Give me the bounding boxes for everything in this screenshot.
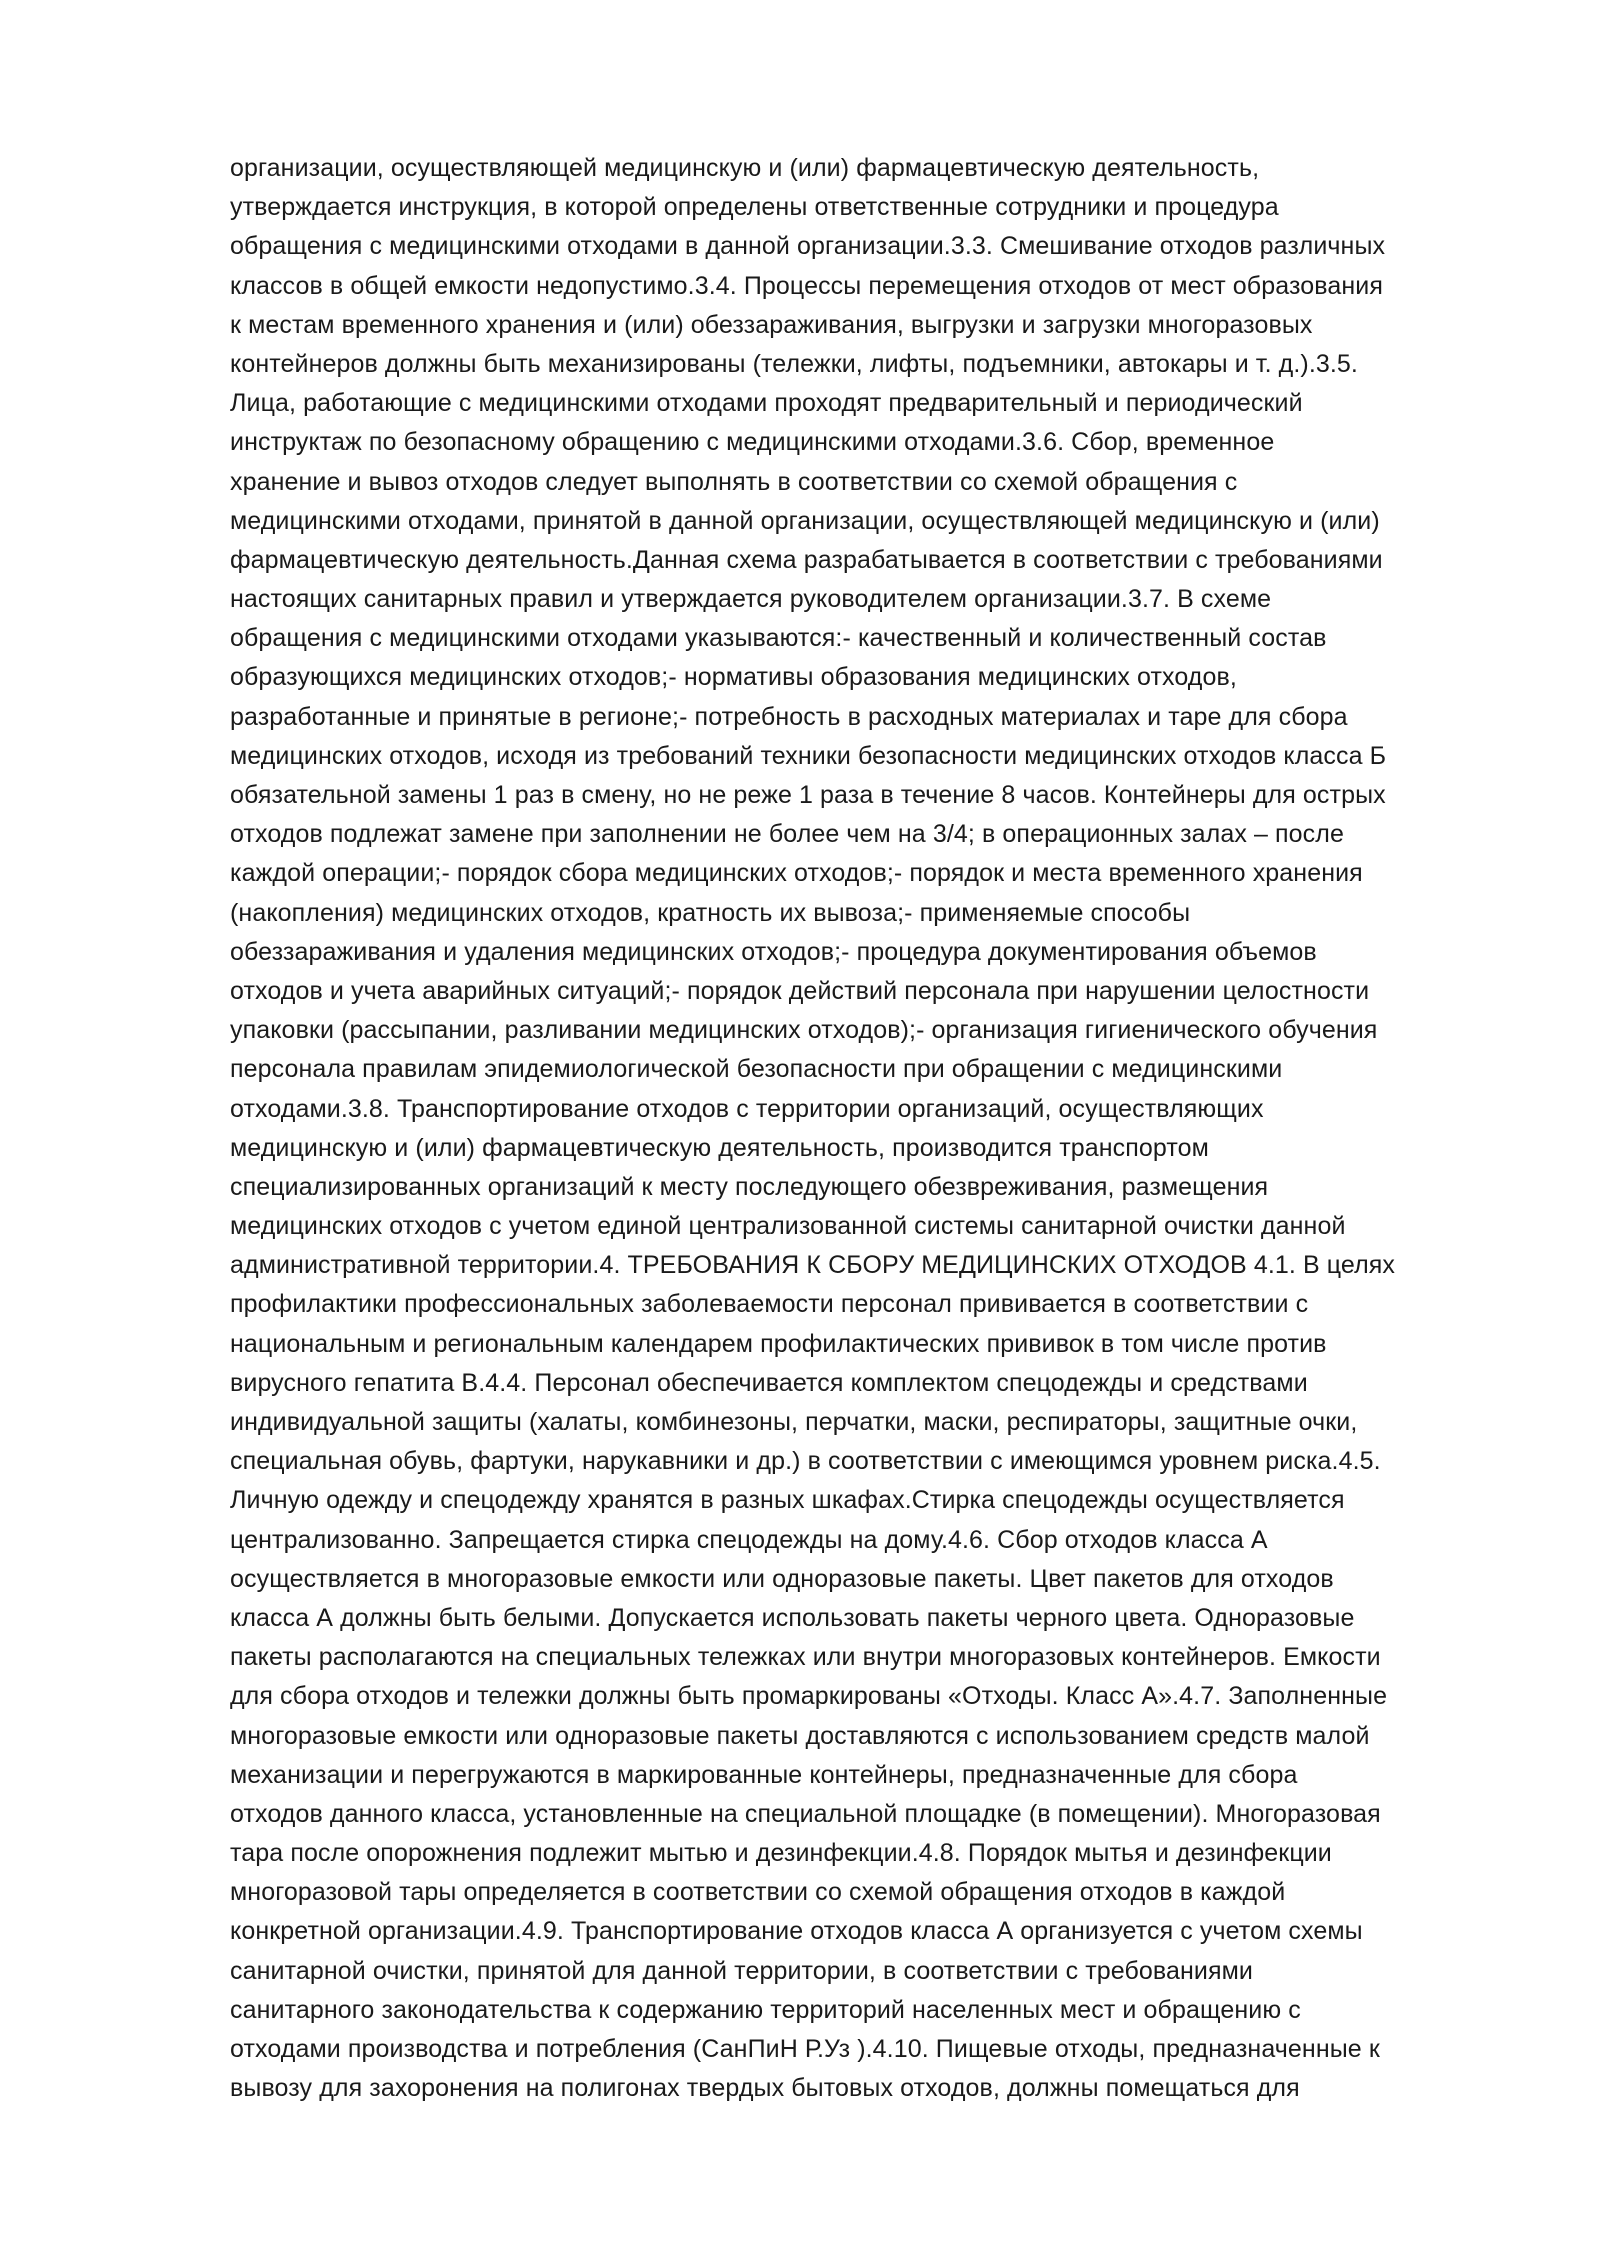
- text-line: (накопления) медицинских отходов, кратность их вывоза;- применяемые способы: [230, 898, 1191, 927]
- text-line: профилактики профессиональных заболеваемости персонал прививается в соответствии с: [230, 1290, 1309, 1319]
- text-line: медицинскими отходами, принятой в данной организации, осуществляющей медицинскую и (или): [230, 506, 1380, 535]
- text-line: каждой операции;- порядок сбора медицинских отходов;- порядок и места временного хранения: [230, 859, 1363, 888]
- text-line: Личную одежду и спецодежду хранятся в разных шкафах.Стирка спецодежды осуществляется: [230, 1486, 1345, 1515]
- text-line: индивидуальной защиты (халаты, комбинезоны, перчатки, маски, респираторы, защитные очки,: [230, 1408, 1358, 1436]
- text-line: разработанные и принятые в регионе;- потребность в расходных материалах и таре для сбора: [230, 702, 1348, 731]
- text-line: отходов данного класса, установленные на специальной площадке (в помещении). Многоразовая: [230, 1799, 1381, 1828]
- text-line: Лица, работающие с медицинскими отходами проходят предварительный и периодический: [230, 389, 1303, 418]
- text-line: централизованно. Запрещается стирка спецодежды на дому.4.6. Сбор отходов класса А: [230, 1525, 1268, 1554]
- text-line: вывозу для захоронения на полигонах твердых бытовых отходов, должны помещаться для: [230, 2074, 1300, 2103]
- text-line: обязательной замены 1 раз в смену, но не реже 1 раза в течение 8 часов. Контейнеры для острых: [230, 781, 1386, 809]
- text-line: настоящих санитарных правил и утверждается руководителем организации.3.7. В схеме: [230, 585, 1272, 614]
- text-line: классов в общей емкости недопустимо.3.4. Процессы перемещения отходов от мест образования: [230, 271, 1383, 300]
- text-line: организации, осуществляющей медицинскую и (или) фармацевтическую деятельность,: [230, 154, 1260, 182]
- text-line: отходов подлежат замене при заполнении не более чем на 3/4; в операционных залах – после: [230, 820, 1344, 849]
- text-line: хранение и вывоз отходов следует выполнять в соответствии со схемой обращения с: [230, 467, 1238, 496]
- text-line: медицинских отходов, исходя из требований техники безопасности медицинских отходов класса Б: [230, 741, 1387, 770]
- text-line: специальная обувь, фартуки, нарукавники и др.) в соответствии с имеющимся уровнем риска.4.5.: [230, 1447, 1381, 1476]
- text-line: инструктаж по безопасному обращению с медицинскими отходами.3.6. Сбор, временное: [230, 428, 1275, 457]
- body-text: [230, 149, 1570, 2108]
- text-line: упаковки (рассыпании, разливании медицинских отходов);- организация гигиенического обучения: [230, 1016, 1378, 1045]
- text-line: специализированных организаций к месту последующего обезвреживания, размещения: [230, 1172, 1269, 1201]
- text-line: тара после опорожнения подлежит мытью и дезинфекции.4.8. Порядок мытья и дезинфекции: [230, 1839, 1332, 1868]
- text-line: класса А должны быть белыми. Допускается использовать пакеты черного цвета. Одноразовые: [230, 1603, 1355, 1632]
- text-line: отходов и учета аварийных ситуаций;- порядок действий персонала при нарушении целостности: [230, 976, 1370, 1005]
- text-line: административной территории.4. ТРЕБОВАНИЯ К СБОРУ МЕДИЦИНСКИХ ОТХОДОВ 4.1. В целях: [230, 1251, 1396, 1280]
- text-line: санитарного законодательства к содержанию территорий населенных мест и обращению с: [230, 1995, 1301, 2024]
- text-line: к местам временного хранения и (или) обеззараживания, выгрузки и загрузки многоразовых: [230, 310, 1313, 339]
- text-line: многоразовые емкости или одноразовые пакеты доставляются с использованием средств малой: [230, 1721, 1370, 1750]
- text-line: для сбора отходов и тележки должны быть промаркированы «Отходы. Класс А».4.7. Заполненные: [230, 1682, 1388, 1711]
- text-line: механизации и перегружаются в маркированные контейнеры, предназначенные для сбора: [230, 1760, 1298, 1789]
- text-line: фармацевтическую деятельность.Данная схема разрабатывается в соответствии с требованиями: [230, 545, 1383, 574]
- text-line: осуществляется в многоразовые емкости или одноразовые пакеты. Цвет пакетов для отходов: [230, 1564, 1334, 1593]
- text-line: вирусного гепатита В.4.4. Персонал обеспечивается комплектом спецодежды и средствами: [230, 1368, 1308, 1397]
- text-line: контейнеров должны быть механизированы (тележки, лифты, подъемники, автокары и т. д.).3.5.: [230, 349, 1358, 378]
- text-line: национальным и региональным календарем профилактических прививок в том числе против: [230, 1329, 1327, 1358]
- text-line: пакеты располагаются на специальных тележках или внутри многоразовых контейнеров. Емкости: [230, 1643, 1381, 1672]
- text-line: обращения с медицинскими отходами в данной организации.3.3. Смешивание отходов различных: [230, 232, 1386, 261]
- text-line: обращения с медицинскими отходами указываются:- качественный и количественный состав: [230, 624, 1327, 653]
- text-line: конкретной организации.4.9. Транспортирование отходов класса А организуется с учетом схемы: [230, 1917, 1363, 1946]
- text-line: медицинскую и (или) фармацевтическую деятельность, производится транспортом: [230, 1133, 1209, 1162]
- text-line: отходами.3.8. Транспортирование отходов с территории организаций, осуществляющих: [230, 1094, 1264, 1123]
- text-line: персонала правилам эпидемиологической безопасности при обращении с медицинскими: [230, 1055, 1283, 1084]
- text-line: отходами производства и потребления (СанПиН Р.Уз ).4.10. Пищевые отходы, предназначенные к: [230, 2035, 1380, 2063]
- text-line: медицинских отходов с учетом единой централизованной системы санитарной очистки данной: [230, 1212, 1346, 1241]
- text-line: утверждается инструкция, в которой определены ответственные сотрудники и процедура: [230, 193, 1279, 222]
- text-line: многоразовой тары определяется в соответствии со схемой обращения отходов в каждой: [230, 1878, 1286, 1907]
- text-line: образующихся медицинских отходов;- нормативы образования медицинских отходов,: [230, 663, 1237, 692]
- text-line: санитарной очистки, принятой для данной территории, в соответствии с требованиями: [230, 1956, 1253, 1985]
- text-line: обеззараживания и удаления медицинских отходов;- процедура документирования объемов: [230, 937, 1317, 966]
